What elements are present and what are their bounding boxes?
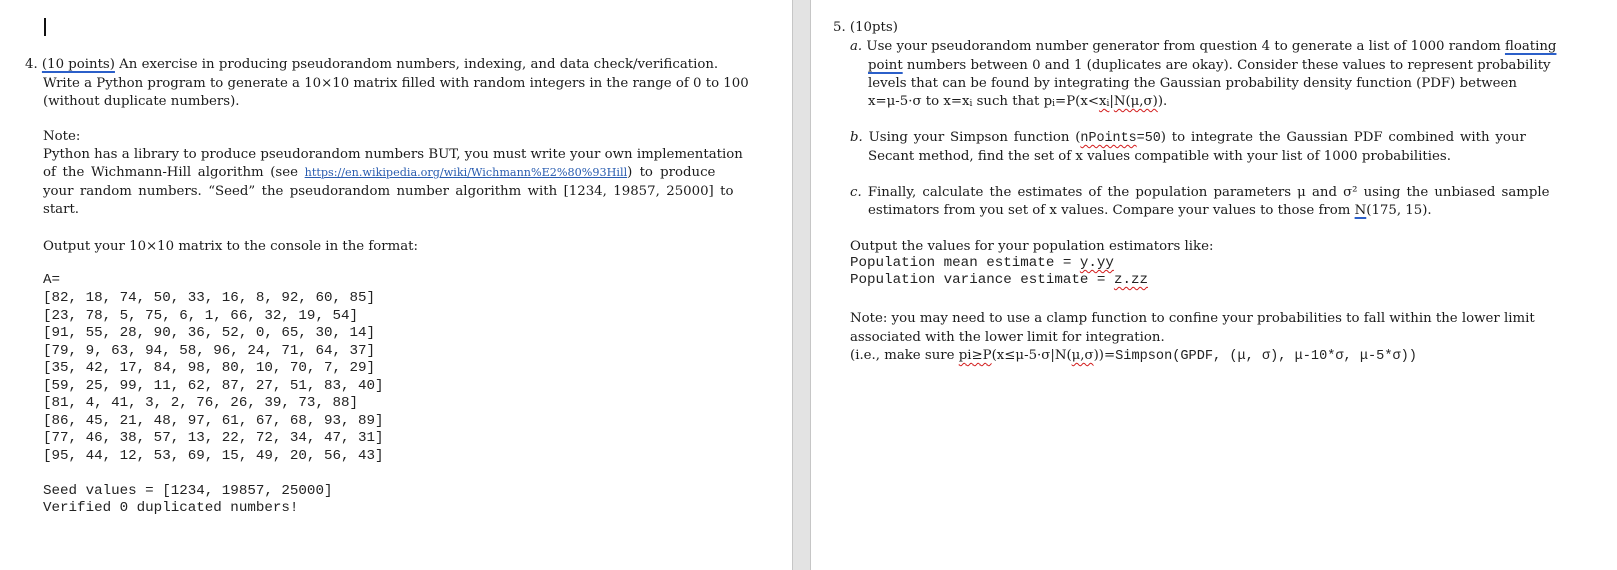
q4-points[interactable]: (10 points) (41, 57, 115, 72)
q5c-line1: c. Finally, calculate the estimates of the population parameters μ and σ² using the unbiased sample (850, 185, 1550, 200)
left-page (0, 0, 792, 570)
matrix-row: [23, 78, 5, 75, 6, 1, 66, 32, 19, 54] (43, 307, 359, 324)
q4-line1 (25, 55, 718, 74)
right-page (812, 0, 1617, 570)
spell-flag[interactable]: N(μ,σ) (1113, 94, 1158, 109)
q5-note-line3: (i.e., make sure pi≥P(x≤μ-5·σ|N(μ,σ))=Simpson(GPDF, (μ, σ), μ-10*σ, μ-5*σ)) (850, 348, 1417, 364)
q5b-line1: b. Using your Simpson function (nPoints=50) to integrate the Gaussian PDF combined with your (850, 130, 1526, 146)
matrix-label: A= (43, 272, 61, 288)
q4-output-instruction: Output your 10×10 matrix to the console in the format: (43, 239, 419, 254)
matrix-row: [95, 44, 12, 53, 69, 15, 49, 20, 56, 43] (43, 447, 384, 464)
q5-header: 5. (10pts) (833, 20, 898, 35)
q4-note-line1: Python has a library to produce pseudorandom numbers BUT, you must write your own implementation (43, 147, 743, 162)
spell-flag[interactable]: pi≥P (958, 348, 992, 363)
matrix-row: [91, 55, 28, 90, 36, 52, 0, 65, 30, 14] (43, 325, 376, 341)
matrix-row: [35, 42, 17, 84, 98, 80, 10, 70, 7, 29] (43, 360, 376, 376)
q4-note-label: Note: (43, 129, 81, 144)
seed-values-line: Seed values = [1234, 19857, 25000] (43, 483, 333, 499)
q5a-line3: levels that can be found by integrating the Gaussian probability density function (PDF) between (868, 76, 1517, 91)
q4-intro: An exercise in producing pseudorandom numbers, indexing, and data check/verification. (114, 57, 719, 72)
mean-estimate-line: Population mean estimate = y.yy (850, 255, 1114, 271)
matrix-row: [86, 45, 21, 48, 97, 61, 67, 68, 93, 89] (43, 412, 384, 429)
q4-note-line2: of the Wichmann-Hill algorithm (see https://en.wikipedia.org/wiki/Wichmann%E2%80%93Hill ) to produce (43, 165, 716, 180)
q5a-line2: point numbers between 0 and 1 (duplicates are okay). Consider these values to represent probability (868, 58, 1551, 73)
q4-line2: Write a Python program to generate a 10×10 matrix filled with random integers in the range of 0 to 100 (43, 76, 749, 91)
q5b-line2: Secant method, find the set of x values compatible with your list of 1000 probabilities. (868, 149, 1451, 164)
matrix-row: [59, 25, 99, 11, 62, 87, 27, 51, 83, 40] (43, 377, 384, 394)
matrix-output (43, 290, 384, 465)
q5c-line2: estimators from you set of x values. Compare your values to those from N(175, 15). (868, 203, 1432, 218)
variance-estimate-line: Population variance estimate = z.zz (850, 272, 1148, 288)
matrix-row: [77, 46, 38, 57, 13, 22, 72, 34, 47, 31] (43, 430, 384, 446)
matrix-row: [82, 18, 74, 50, 33, 16, 8, 92, 60, 85] (43, 290, 376, 306)
verified-line: Verified 0 duplicated numbers! (43, 500, 299, 516)
wichmann-hill-link[interactable]: https://en.wikipedia.org/wiki/Wichmann%E2%80%93Hill (304, 166, 628, 179)
spell-flag[interactable]: μ,σ (1071, 348, 1094, 363)
spell-flag[interactable]: y.yy (1079, 255, 1114, 271)
q5-note-line2: associated with the lower limit for integration. (850, 330, 1165, 345)
q5-output-instruction: Output the values for your population estimators like: (850, 239, 1214, 254)
q4-note-line3: your random numbers. “Seed” the pseudorandom number algorithm with [1234, 19857, 25000] to (43, 184, 734, 199)
q4-note-line4: start. (43, 202, 80, 217)
matrix-row: [79, 9, 63, 94, 58, 96, 24, 71, 64, 37] (43, 342, 376, 359)
text-cursor (44, 18, 46, 36)
page-gutter (792, 0, 811, 570)
spell-flag[interactable]: nPoints (1080, 131, 1137, 146)
q5-note-line1: Note: you may need to use a clamp function to confine your probabilities to fall within the lower limit (850, 311, 1535, 326)
q4-number: 4. (25, 57, 38, 72)
spell-flag[interactable]: z.zz (1113, 272, 1148, 288)
q5a-line1: a. Use your pseudorandom number generator from question 4 to generate a list of 1000 random floating (850, 39, 1557, 54)
matrix-row: [81, 4, 41, 3, 2, 76, 26, 39, 73, 88] (43, 395, 359, 411)
spell-flag[interactable]: $x_i$ (1098, 94, 1110, 109)
q4-line3: (without duplicate numbers). (43, 94, 240, 109)
q5a-line4: x=μ-5·σ to $x=x_i$ such that $p_i=P(x<x_i|N(\mu,\sigma))$. (868, 94, 1168, 109)
